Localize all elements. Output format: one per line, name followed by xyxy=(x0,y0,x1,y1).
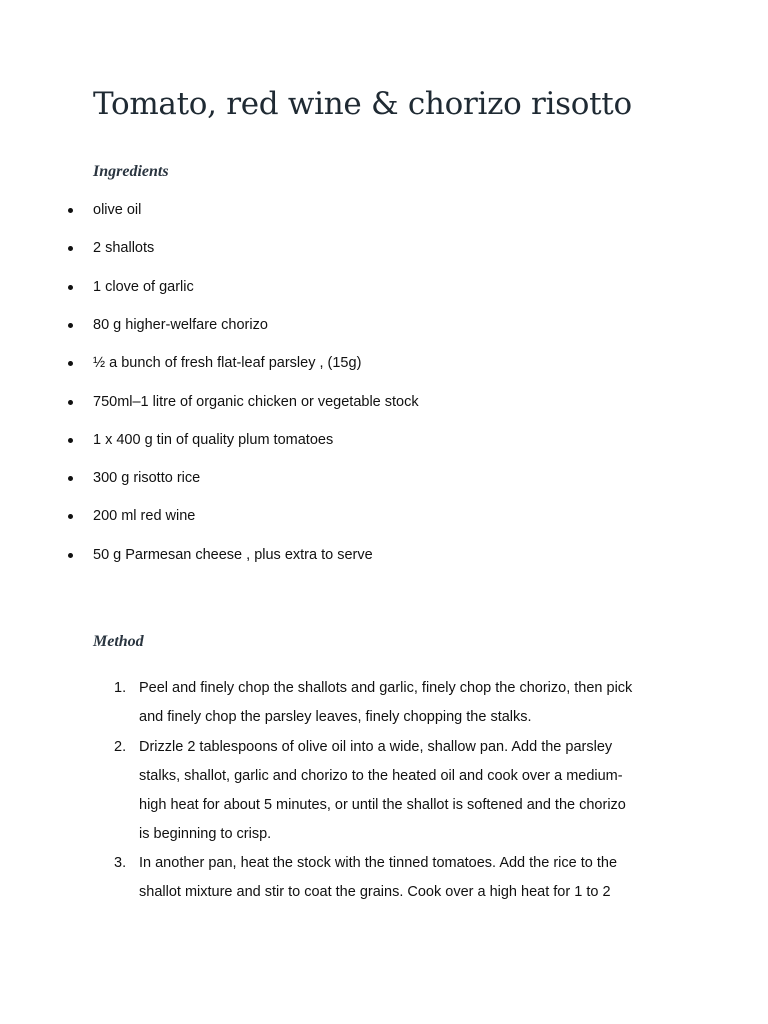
ingredient-text: 300 g risotto rice xyxy=(93,470,201,486)
ingredient-text: ½ a bunch of fresh flat-leaf parsley , (15g) xyxy=(93,355,362,371)
ingredient-item xyxy=(0,468,700,488)
ingredient-item xyxy=(0,392,700,412)
bullet-icon xyxy=(68,285,73,290)
step-text xyxy=(139,849,669,907)
step-line: Peel and finely chop the shallots and garlic, finely chop the chorizo, then pick xyxy=(139,680,633,696)
step-line: In another pan, heat the stock with the tinned tomatoes. Add the rice to the xyxy=(139,855,618,871)
ingredient-item xyxy=(0,430,700,450)
ingredient-item xyxy=(0,315,700,335)
step-number: 3. xyxy=(114,855,127,871)
step-number: 1. xyxy=(114,680,127,696)
ingredient-text: 50 g Parmesan cheese , plus extra to serve xyxy=(93,547,373,563)
step-number: 2. xyxy=(114,739,127,755)
bullet-icon xyxy=(68,208,73,213)
ingredient-text: 1 clove of garlic xyxy=(93,279,194,295)
ingredients-heading: Ingredients xyxy=(93,163,169,180)
ingredient-item xyxy=(0,200,700,220)
ingredient-text: 750ml–1 litre of organic chicken or vegetable stock xyxy=(93,394,419,410)
step-line: shallot mixture and stir to coat the grains. Cook over a high heat for 1 to 2 xyxy=(139,884,611,900)
step-line: and finely chop the parsley leaves, finely chopping the stalks. xyxy=(139,709,532,725)
ingredient-item xyxy=(0,238,700,258)
bullet-icon xyxy=(68,514,73,519)
bullet-icon xyxy=(68,476,73,481)
bullet-icon xyxy=(68,361,73,366)
ingredient-item xyxy=(0,506,700,526)
ingredient-item xyxy=(0,353,700,373)
step-text xyxy=(139,733,669,849)
ingredient-text: olive oil xyxy=(93,202,142,218)
recipe-title: Tomato, red wine & chorizo risotto xyxy=(93,86,632,122)
bullet-icon xyxy=(68,553,73,558)
step-line: stalks, shallot, garlic and chorizo to the heated oil and cook over a medium- xyxy=(139,768,623,784)
ingredient-text: 1 x 400 g tin of quality plum tomatoes xyxy=(93,432,334,448)
step-line: Drizzle 2 tablespoons of olive oil into a wide, shallow pan. Add the parsley xyxy=(139,739,613,755)
ingredient-text: 80 g higher-welfare chorizo xyxy=(93,317,268,333)
step-line: is beginning to crisp. xyxy=(139,826,272,842)
bullet-icon xyxy=(68,323,73,328)
step-text xyxy=(139,674,669,732)
method-heading: Method xyxy=(93,633,144,650)
bullet-icon xyxy=(68,246,73,251)
ingredient-text: 2 shallots xyxy=(93,240,155,256)
bullet-icon xyxy=(68,400,73,405)
step-line: high heat for about 5 minutes, or until the shallot is softened and the chorizo xyxy=(139,797,626,813)
ingredient-text: 200 ml red wine xyxy=(93,508,196,524)
ingredient-item xyxy=(0,277,700,297)
ingredient-item xyxy=(0,545,700,565)
bullet-icon xyxy=(68,438,73,443)
